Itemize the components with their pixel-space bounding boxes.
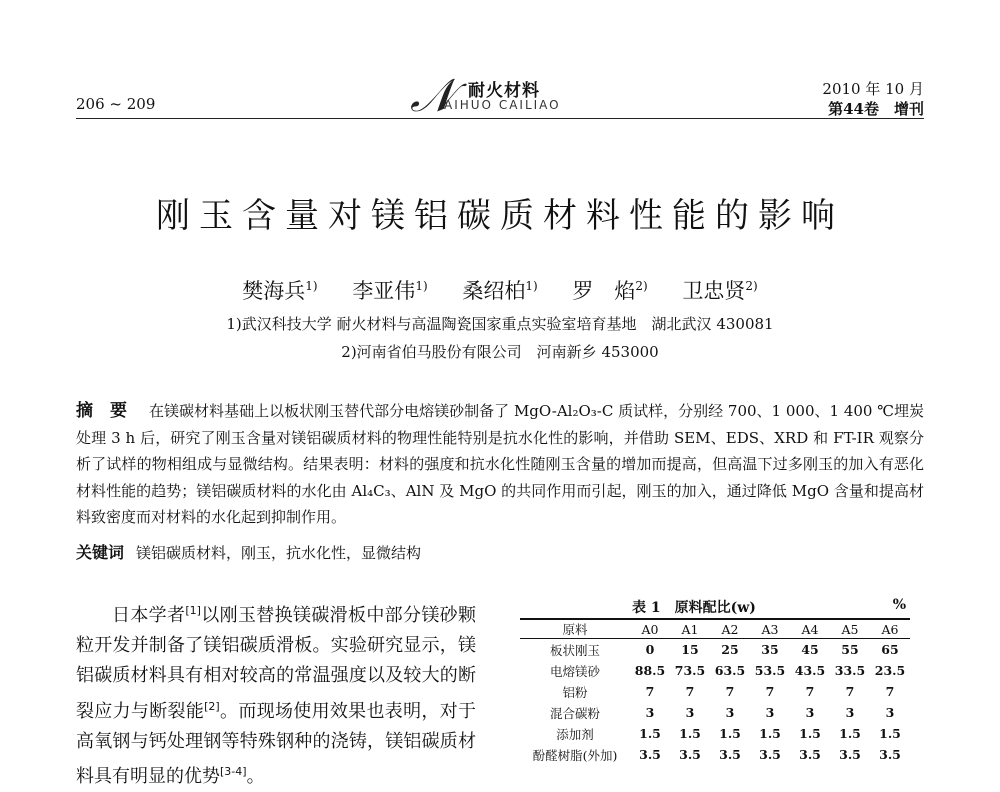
table-cell: 35 bbox=[761, 642, 779, 657]
table-cell: 88.5 bbox=[634, 663, 666, 678]
table-cell: 1.5 bbox=[759, 726, 781, 741]
table-cell: 3.5 bbox=[719, 747, 741, 762]
table-row bbox=[520, 744, 910, 765]
table-header: A1 bbox=[681, 621, 699, 637]
table-cell: 3 bbox=[685, 705, 695, 720]
table-cell: 添加剂 bbox=[556, 726, 594, 742]
table-cell: 43.5 bbox=[794, 663, 826, 678]
table-cell: 53.5 bbox=[754, 663, 786, 678]
header-rule bbox=[76, 118, 924, 119]
table-header-row bbox=[520, 619, 910, 639]
table-header: A0 bbox=[641, 621, 659, 637]
abstract-text: 在镁碳材料基础上以板状刚玉替代部分电熔镁砂制备了 MgO-Al₂O₃-C 质试样，分别经 700、1 000、1 400 ℃埋炭处理 3 h 后，研究了刚玉含量对镁铝碳质材料的物理性能特别是抗水化性的影响，并借助 SEM、EDS、XRD 和 FT-IR 观察分析了试样的物相组成与显微结构。结果表明：材料的强度和抗水化性随刚玉含量的增加而提高，但高温下过多刚玉的加入有恶化材料性能的趋势；镁铝碳质材料的水化由 Al₄C₃、AlN 及 MgO 的共同作用而引起，刚玉的加入，通过降低 MgO 含量和提高材料致密度而对材料的水化起到抑制作用。 bbox=[76, 402, 925, 526]
keywords-label: 关键词 bbox=[76, 543, 125, 562]
affiliation-2: 2)河南省伯马股份有限公司 河南新乡 453000 bbox=[341, 343, 659, 361]
table-cell: 1.5 bbox=[799, 726, 821, 741]
table-cell: 3 bbox=[765, 705, 775, 720]
table-cell: 3 bbox=[725, 705, 735, 720]
table-unit: % bbox=[892, 597, 906, 613]
table-row bbox=[520, 702, 910, 723]
citation: [1] bbox=[185, 604, 201, 617]
table-header: A3 bbox=[761, 621, 779, 637]
table-row bbox=[520, 660, 910, 681]
logo-english: AIHUO CAILIAO bbox=[444, 98, 561, 112]
table-cell: 1.5 bbox=[839, 726, 861, 741]
table-cell: 7 bbox=[725, 684, 735, 699]
table-cell: 7 bbox=[685, 684, 695, 699]
table-row bbox=[520, 639, 910, 661]
table-header: A6 bbox=[881, 621, 899, 637]
table-cell: 3.5 bbox=[879, 747, 901, 762]
table-row bbox=[520, 681, 910, 702]
keywords-text: 镁铝碳质材料，刚玉，抗水化性，显微结构 bbox=[136, 544, 422, 562]
table-cell: 63.5 bbox=[714, 663, 746, 678]
author: 卫忠贤$^{2)}$ bbox=[682, 279, 758, 303]
issue-date: 2010 年 10 月 bbox=[822, 80, 924, 98]
table-cell: 3.5 bbox=[799, 747, 821, 762]
table-cell: 1.5 bbox=[719, 726, 741, 741]
table-cell: 7 bbox=[885, 684, 895, 699]
table-cell: 3 bbox=[645, 705, 655, 720]
table-cell: 73.5 bbox=[674, 663, 706, 678]
table-cell: 3 bbox=[805, 705, 815, 720]
keywords bbox=[76, 540, 924, 563]
author: 桑绍柏$^{1)}$ bbox=[462, 279, 538, 303]
table-cell: 混合碳粉 bbox=[549, 705, 600, 721]
table-title: 表 1 原料配比(w) bbox=[632, 600, 756, 616]
raw-material-table bbox=[520, 618, 910, 765]
table-cell: 33.5 bbox=[834, 663, 866, 678]
citation: [2] bbox=[204, 699, 220, 713]
table-cell: 0 bbox=[645, 642, 655, 657]
table-cell: 25 bbox=[721, 642, 739, 657]
table-cell: 3.5 bbox=[839, 747, 861, 762]
table-header: A2 bbox=[721, 621, 739, 637]
table-cell: 65 bbox=[881, 642, 899, 657]
table-cell: 55 bbox=[841, 642, 859, 657]
abstract bbox=[76, 398, 924, 531]
table-cell: 15 bbox=[681, 642, 699, 657]
table-cell: 3.5 bbox=[679, 747, 701, 762]
table-cell: 3.5 bbox=[759, 747, 781, 762]
table-cell: 3 bbox=[845, 705, 855, 720]
logo-n-glyph: 𝒩 bbox=[410, 68, 455, 122]
table-row bbox=[520, 723, 910, 744]
table-cell: 1.5 bbox=[679, 726, 701, 741]
table-header: A5 bbox=[841, 621, 859, 637]
table-cell: 45 bbox=[801, 642, 819, 657]
table-cell: 1.5 bbox=[879, 726, 901, 741]
author: 李亚伟$^{1)}$ bbox=[352, 279, 428, 303]
citation: [3-4] bbox=[220, 765, 247, 779]
table-cell: 7 bbox=[805, 684, 815, 699]
author: 罗 焰$^{2)}$ bbox=[572, 279, 648, 303]
paper-title: 刚玉含量对镁铝碳质材料性能的影响 bbox=[156, 196, 844, 236]
journal-logo bbox=[410, 68, 570, 122]
table-cell: 23.5 bbox=[874, 663, 906, 678]
affiliation-1: 1)武汉科技大学 耐火材料与高温陶瓷国家重点实验室培育基地 湖北武汉 430081 bbox=[226, 315, 774, 333]
table-cell: 3.5 bbox=[639, 747, 661, 762]
table-cell: 酚醛树脂(外加) bbox=[532, 747, 618, 763]
abstract-label: 摘 要 bbox=[76, 401, 128, 421]
page-range: 206 ~ 209 bbox=[76, 95, 156, 113]
table-header: 原料 bbox=[562, 622, 588, 637]
table-cell: 铝粉 bbox=[562, 684, 588, 700]
body-paragraph: 日本学者[1]以刚玉替换镁碳滑板中部分镁砂颗粒开发并制备了镁铝碳质滑板。实验研究显示，镁铝碳质材料具有相对较高的常温强度以及较大的断裂应力与断裂能[2]。而现场使用效果也表明，对于高氧钢与钙处理钢等特殊钢种的浇铸，镁铝碳质材料具有明显的优势[3-4]。 bbox=[76, 604, 477, 788]
table-cell: 电熔镁砂 bbox=[549, 663, 600, 679]
logo-chinese: 耐火材料 bbox=[468, 81, 540, 101]
author: 樊海兵$^{1)}$ bbox=[242, 279, 318, 303]
table-cell: 7 bbox=[845, 684, 855, 699]
table-cell: 3 bbox=[885, 705, 895, 720]
issue-volume: 第44卷 增刊 bbox=[828, 100, 924, 118]
table-cell: 板状刚玉 bbox=[549, 642, 600, 658]
table-header: A4 bbox=[801, 621, 819, 637]
table-cell: 1.5 bbox=[639, 726, 661, 741]
author-list bbox=[0, 275, 1000, 305]
table-cell: 7 bbox=[645, 684, 655, 699]
table-cell: 7 bbox=[765, 684, 775, 699]
